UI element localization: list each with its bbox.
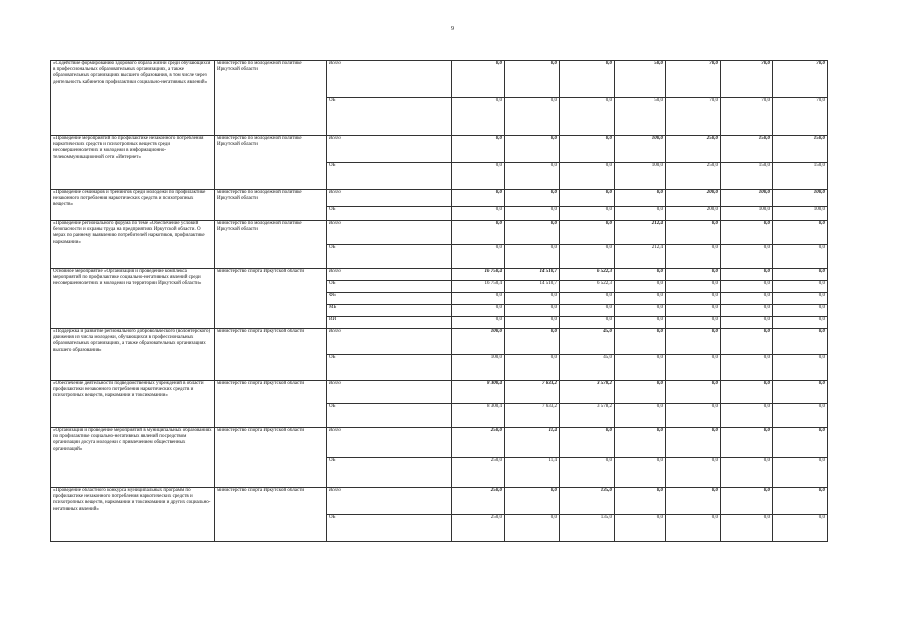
amount-cell: 0,0 [615, 281, 666, 293]
funding-source: Всего [327, 381, 452, 404]
amount-cell: 0,0 [721, 317, 773, 329]
amount-cell: 70,0 [666, 61, 721, 98]
amount-cell: 0,0 [721, 488, 773, 515]
amount-cell: 14 510,7 [505, 281, 560, 293]
funding-table [50, 60, 828, 542]
amount-cell: 0,0 [666, 515, 721, 542]
amount-cell: 0,0 [560, 221, 615, 245]
amount-cell: 70,0 [773, 98, 828, 136]
funding-source: Всего [327, 269, 452, 281]
amount-cell: 0,0 [666, 404, 721, 428]
executor: министерство по молодежной политике Иркутской области [215, 61, 327, 136]
amount-cell: 0,0 [721, 458, 773, 488]
funding-source: ОБ [327, 404, 452, 428]
table-row [51, 269, 828, 281]
amount-cell: 0,0 [721, 381, 773, 404]
amount-cell: 0,0 [773, 515, 828, 542]
amount-cell: 0,0 [721, 293, 773, 305]
amount-cell: 0,0 [773, 305, 828, 317]
amount-cell: 0,0 [773, 281, 828, 293]
amount-cell: 0,0 [505, 488, 560, 515]
table-row [51, 61, 828, 98]
activity-description: «Проведение регионального форума по теме «Обеспечение условий безопасности и охраны труда на предприятиях Иркутской области. О мерах по раннему выявлению потребителей наркотиков, профилактике наркомании» [51, 221, 215, 269]
funding-source: МБ [327, 305, 452, 317]
amount-cell: 0,0 [615, 381, 666, 404]
amount-cell: 0,0 [505, 317, 560, 329]
amount-cell: 0,0 [615, 190, 666, 207]
amount-cell: 0,0 [721, 305, 773, 317]
amount-cell: 0,0 [666, 458, 721, 488]
amount-cell: 0,0 [560, 458, 615, 488]
amount-cell: 0,0 [773, 355, 828, 381]
activity-description: «Поддержка и развитие регионального добровольческого (волонтерского) движения из числа молодежи, обучающихся в профессиональных образовательных организациях, а также образовательных организациях высшего образования» [51, 329, 215, 381]
amount-cell: 150,0 [721, 163, 773, 190]
executor: министерство спорта Иркутской области [215, 269, 327, 329]
amount-cell: 0,0 [615, 458, 666, 488]
activity-description: «Проведение семинаров и тренингов среди молодежи по профилактике незаконного потребления наркотических средств и психотропных веществ» [51, 190, 215, 221]
amount-cell: 0,0 [773, 428, 828, 458]
amount-cell: 0,0 [452, 221, 505, 245]
amount-cell: 0,0 [560, 245, 615, 269]
amount-cell: 0,0 [505, 221, 560, 245]
amount-cell: 212,4 [615, 245, 666, 269]
amount-cell: 0,0 [452, 245, 505, 269]
amount-cell: 0,0 [560, 61, 615, 98]
amount-cell: 0,0 [615, 329, 666, 355]
amount-cell: 0,0 [666, 428, 721, 458]
executor: министерство по молодежной политике Иркутской области [215, 190, 327, 221]
amount-cell: 100,0 [452, 355, 505, 381]
funding-source: ОБ [327, 207, 452, 221]
funding-source: ОБ [327, 281, 452, 293]
amount-cell: 0,0 [505, 245, 560, 269]
amount-cell: 0,0 [452, 61, 505, 98]
amount-cell: 250,0 [452, 488, 505, 515]
activity-description: «Обеспечение деятельности подведомственных учреждений в области профилактики незаконного потребления наркотических средств и психотропных веществ, наркомании и токсикомании» [51, 381, 215, 428]
amount-cell: 100,0 [721, 207, 773, 221]
table-row [51, 428, 828, 458]
amount-cell: 0,0 [505, 190, 560, 207]
amount-cell: 150,0 [773, 163, 828, 190]
funding-source: ФБ [327, 293, 452, 305]
funding-source: ОБ [327, 355, 452, 381]
amount-cell: 0,0 [615, 355, 666, 381]
amount-cell: 0,0 [615, 269, 666, 281]
amount-cell: 0,0 [666, 221, 721, 245]
amount-cell: 0,0 [615, 207, 666, 221]
amount-cell: 0,0 [560, 98, 615, 136]
amount-cell: 0,0 [452, 190, 505, 207]
amount-cell: 0,0 [615, 305, 666, 317]
amount-cell: 0,0 [560, 317, 615, 329]
amount-cell: 0,0 [505, 293, 560, 305]
amount-cell: 0,0 [452, 163, 505, 190]
amount-cell: 0,0 [773, 245, 828, 269]
amount-cell: 0,0 [721, 281, 773, 293]
amount-cell: 0,0 [505, 515, 560, 542]
amount-cell: 50,0 [615, 98, 666, 136]
amount-cell: 0,0 [505, 207, 560, 221]
amount-cell: 100,0 [615, 136, 666, 163]
funding-source: ОБ [327, 245, 452, 269]
amount-cell: 0,0 [666, 355, 721, 381]
amount-cell: 100,0 [452, 329, 505, 355]
amount-cell: 0,0 [505, 305, 560, 317]
amount-cell: 0,0 [615, 428, 666, 458]
amount-cell: 0,0 [721, 515, 773, 542]
amount-cell: 0,0 [560, 428, 615, 458]
amount-cell: 0,0 [560, 207, 615, 221]
amount-cell: 0,0 [773, 293, 828, 305]
amount-cell: 0,0 [666, 317, 721, 329]
amount-cell: 0,0 [560, 190, 615, 207]
amount-cell: 0,0 [666, 281, 721, 293]
amount-cell: 135,0 [560, 488, 615, 515]
table-row [51, 190, 828, 207]
amount-cell: 0,0 [505, 61, 560, 98]
amount-cell: 8 300,4 [452, 381, 505, 404]
activity-description: «Содействие формированию здорового образа жизни среди обучающихся в профессиональных образовательных организациях, а также образовательных организациях высшего образования, в том числе через деятельность кабинетов профилактики социально-негативных явлений» [51, 61, 215, 136]
amount-cell: 0,0 [773, 404, 828, 428]
page-number: 9 [451, 26, 454, 32]
table-body [51, 61, 828, 542]
executor: министерство по молодежной политике Иркутской области [215, 221, 327, 269]
activity-description: «Организация и проведение мероприятий в муниципальных образованиях по профилактике социально-негативных явлений посредством организации досуга молодежи с привлечением общественных организаций» [51, 428, 215, 488]
amount-cell: 0,0 [773, 488, 828, 515]
funding-source: ОБ [327, 163, 452, 190]
amount-cell: 0,0 [452, 305, 505, 317]
amount-cell: 0,0 [666, 269, 721, 281]
amount-cell: 0,0 [615, 488, 666, 515]
amount-cell: 45,0 [560, 329, 615, 355]
amount-cell: 70,0 [721, 98, 773, 136]
amount-cell: 0,0 [721, 428, 773, 458]
amount-cell: 70,0 [666, 98, 721, 136]
amount-cell: 250,0 [452, 458, 505, 488]
amount-cell: 0,0 [666, 293, 721, 305]
amount-cell: 0,0 [615, 515, 666, 542]
amount-cell: 212,4 [615, 221, 666, 245]
amount-cell: 0,0 [452, 317, 505, 329]
funding-source: ОБ [327, 98, 452, 136]
table-row [51, 136, 828, 163]
amount-cell: 250,0 [452, 515, 505, 542]
amount-cell: 6 522,3 [560, 281, 615, 293]
amount-cell: 70,0 [773, 61, 828, 98]
amount-cell: 0,0 [505, 329, 560, 355]
amount-cell: 100,0 [773, 207, 828, 221]
amount-cell: 11,4 [505, 458, 560, 488]
activity-description: «Проведение мероприятий по профилактике незаконного потребления наркотических средств и психотропных веществ среди несовершеннолетних и молодежи в информационно-телекоммуникационной сети «Интернет» [51, 136, 215, 190]
amount-cell: 7 633,2 [505, 381, 560, 404]
amount-cell: 0,0 [615, 293, 666, 305]
amount-cell: 0,0 [505, 163, 560, 190]
funding-source: Всего [327, 488, 452, 515]
amount-cell: 0,0 [615, 404, 666, 428]
amount-cell: 0,0 [560, 163, 615, 190]
funding-source: ОБ [327, 515, 452, 542]
amount-cell: 7 633,2 [505, 404, 560, 428]
amount-cell: 0,0 [773, 317, 828, 329]
funding-source: Всего [327, 329, 452, 355]
amount-cell: 0,0 [666, 329, 721, 355]
amount-cell: 150,0 [721, 136, 773, 163]
amount-cell: 0,0 [721, 269, 773, 281]
amount-cell: 150,0 [773, 136, 828, 163]
amount-cell: 0,0 [721, 245, 773, 269]
amount-cell: 16 750,4 [452, 269, 505, 281]
amount-cell: 0,0 [560, 293, 615, 305]
table-row [51, 381, 828, 404]
activity-description: «Проведение областного конкурса муниципальных программ по профилактике незаконного потребления наркотических средств и психотропных веществ, наркомании и токсикомании и других социально-негативных явлений» [51, 488, 215, 542]
amount-cell: 135,0 [560, 515, 615, 542]
amount-cell: 100,0 [615, 163, 666, 190]
funding-source: Всего [327, 136, 452, 163]
executor: министерство по молодежной политике Иркутской области [215, 136, 327, 190]
executor: министерство спорта Иркутской области [215, 428, 327, 488]
amount-cell: 0,0 [721, 404, 773, 428]
funding-source: Всего [327, 61, 452, 98]
amount-cell: 250,0 [452, 428, 505, 458]
funding-source: ИИ [327, 317, 452, 329]
amount-cell: 0,0 [505, 98, 560, 136]
executor: министерство спорта Иркутской области [215, 488, 327, 542]
activity-description: Основное мероприятие «Организация и проведение комплекса мероприятий по профилактике социально-негативных явлений среди несовершеннолетних и молодежи на территории Иркутской области» [51, 269, 215, 329]
amount-cell: 100,0 [773, 190, 828, 207]
amount-cell: 0,0 [560, 136, 615, 163]
amount-cell: 70,0 [721, 61, 773, 98]
funding-source: Всего [327, 428, 452, 458]
funding-source: Всего [327, 221, 452, 245]
amount-cell: 0,0 [773, 269, 828, 281]
amount-cell: 200,0 [666, 190, 721, 207]
amount-cell: 11,4 [505, 428, 560, 458]
amount-cell: 0,0 [666, 381, 721, 404]
amount-cell: 0,0 [666, 305, 721, 317]
amount-cell: 0,0 [721, 355, 773, 381]
amount-cell: 3 578,2 [560, 381, 615, 404]
executor: министерство спорта Иркутской области [215, 381, 327, 428]
amount-cell: 14 510,7 [505, 269, 560, 281]
amount-cell: 250,0 [666, 136, 721, 163]
amount-cell: 0,0 [560, 305, 615, 317]
amount-cell: 50,0 [615, 61, 666, 98]
amount-cell: 0,0 [615, 317, 666, 329]
amount-cell: 0,0 [452, 98, 505, 136]
executor: министерство спорта Иркутской области [215, 329, 327, 381]
funding-source: Всего [327, 190, 452, 207]
amount-cell: 16 750,4 [452, 281, 505, 293]
amount-cell: 100,0 [721, 190, 773, 207]
amount-cell: 0,0 [452, 293, 505, 305]
amount-cell: 45,0 [560, 355, 615, 381]
amount-cell: 0,0 [773, 458, 828, 488]
amount-cell: 0,0 [505, 355, 560, 381]
table-row [51, 488, 828, 515]
amount-cell: 0,0 [666, 488, 721, 515]
amount-cell: 8 300,4 [452, 404, 505, 428]
amount-cell: 0,0 [452, 207, 505, 221]
table-row [51, 221, 828, 245]
amount-cell: 0,0 [773, 329, 828, 355]
amount-cell: 200,0 [666, 207, 721, 221]
amount-cell: 0,0 [452, 136, 505, 163]
funding-source: ОБ [327, 458, 452, 488]
amount-cell: 0,0 [721, 221, 773, 245]
amount-cell: 0,0 [773, 381, 828, 404]
table-row [51, 329, 828, 355]
amount-cell: 6 522,3 [560, 269, 615, 281]
amount-cell: 3 578,2 [560, 404, 615, 428]
amount-cell: 0,0 [721, 329, 773, 355]
amount-cell: 250,0 [666, 163, 721, 190]
amount-cell: 0,0 [505, 136, 560, 163]
amount-cell: 0,0 [773, 221, 828, 245]
amount-cell: 0,0 [666, 245, 721, 269]
